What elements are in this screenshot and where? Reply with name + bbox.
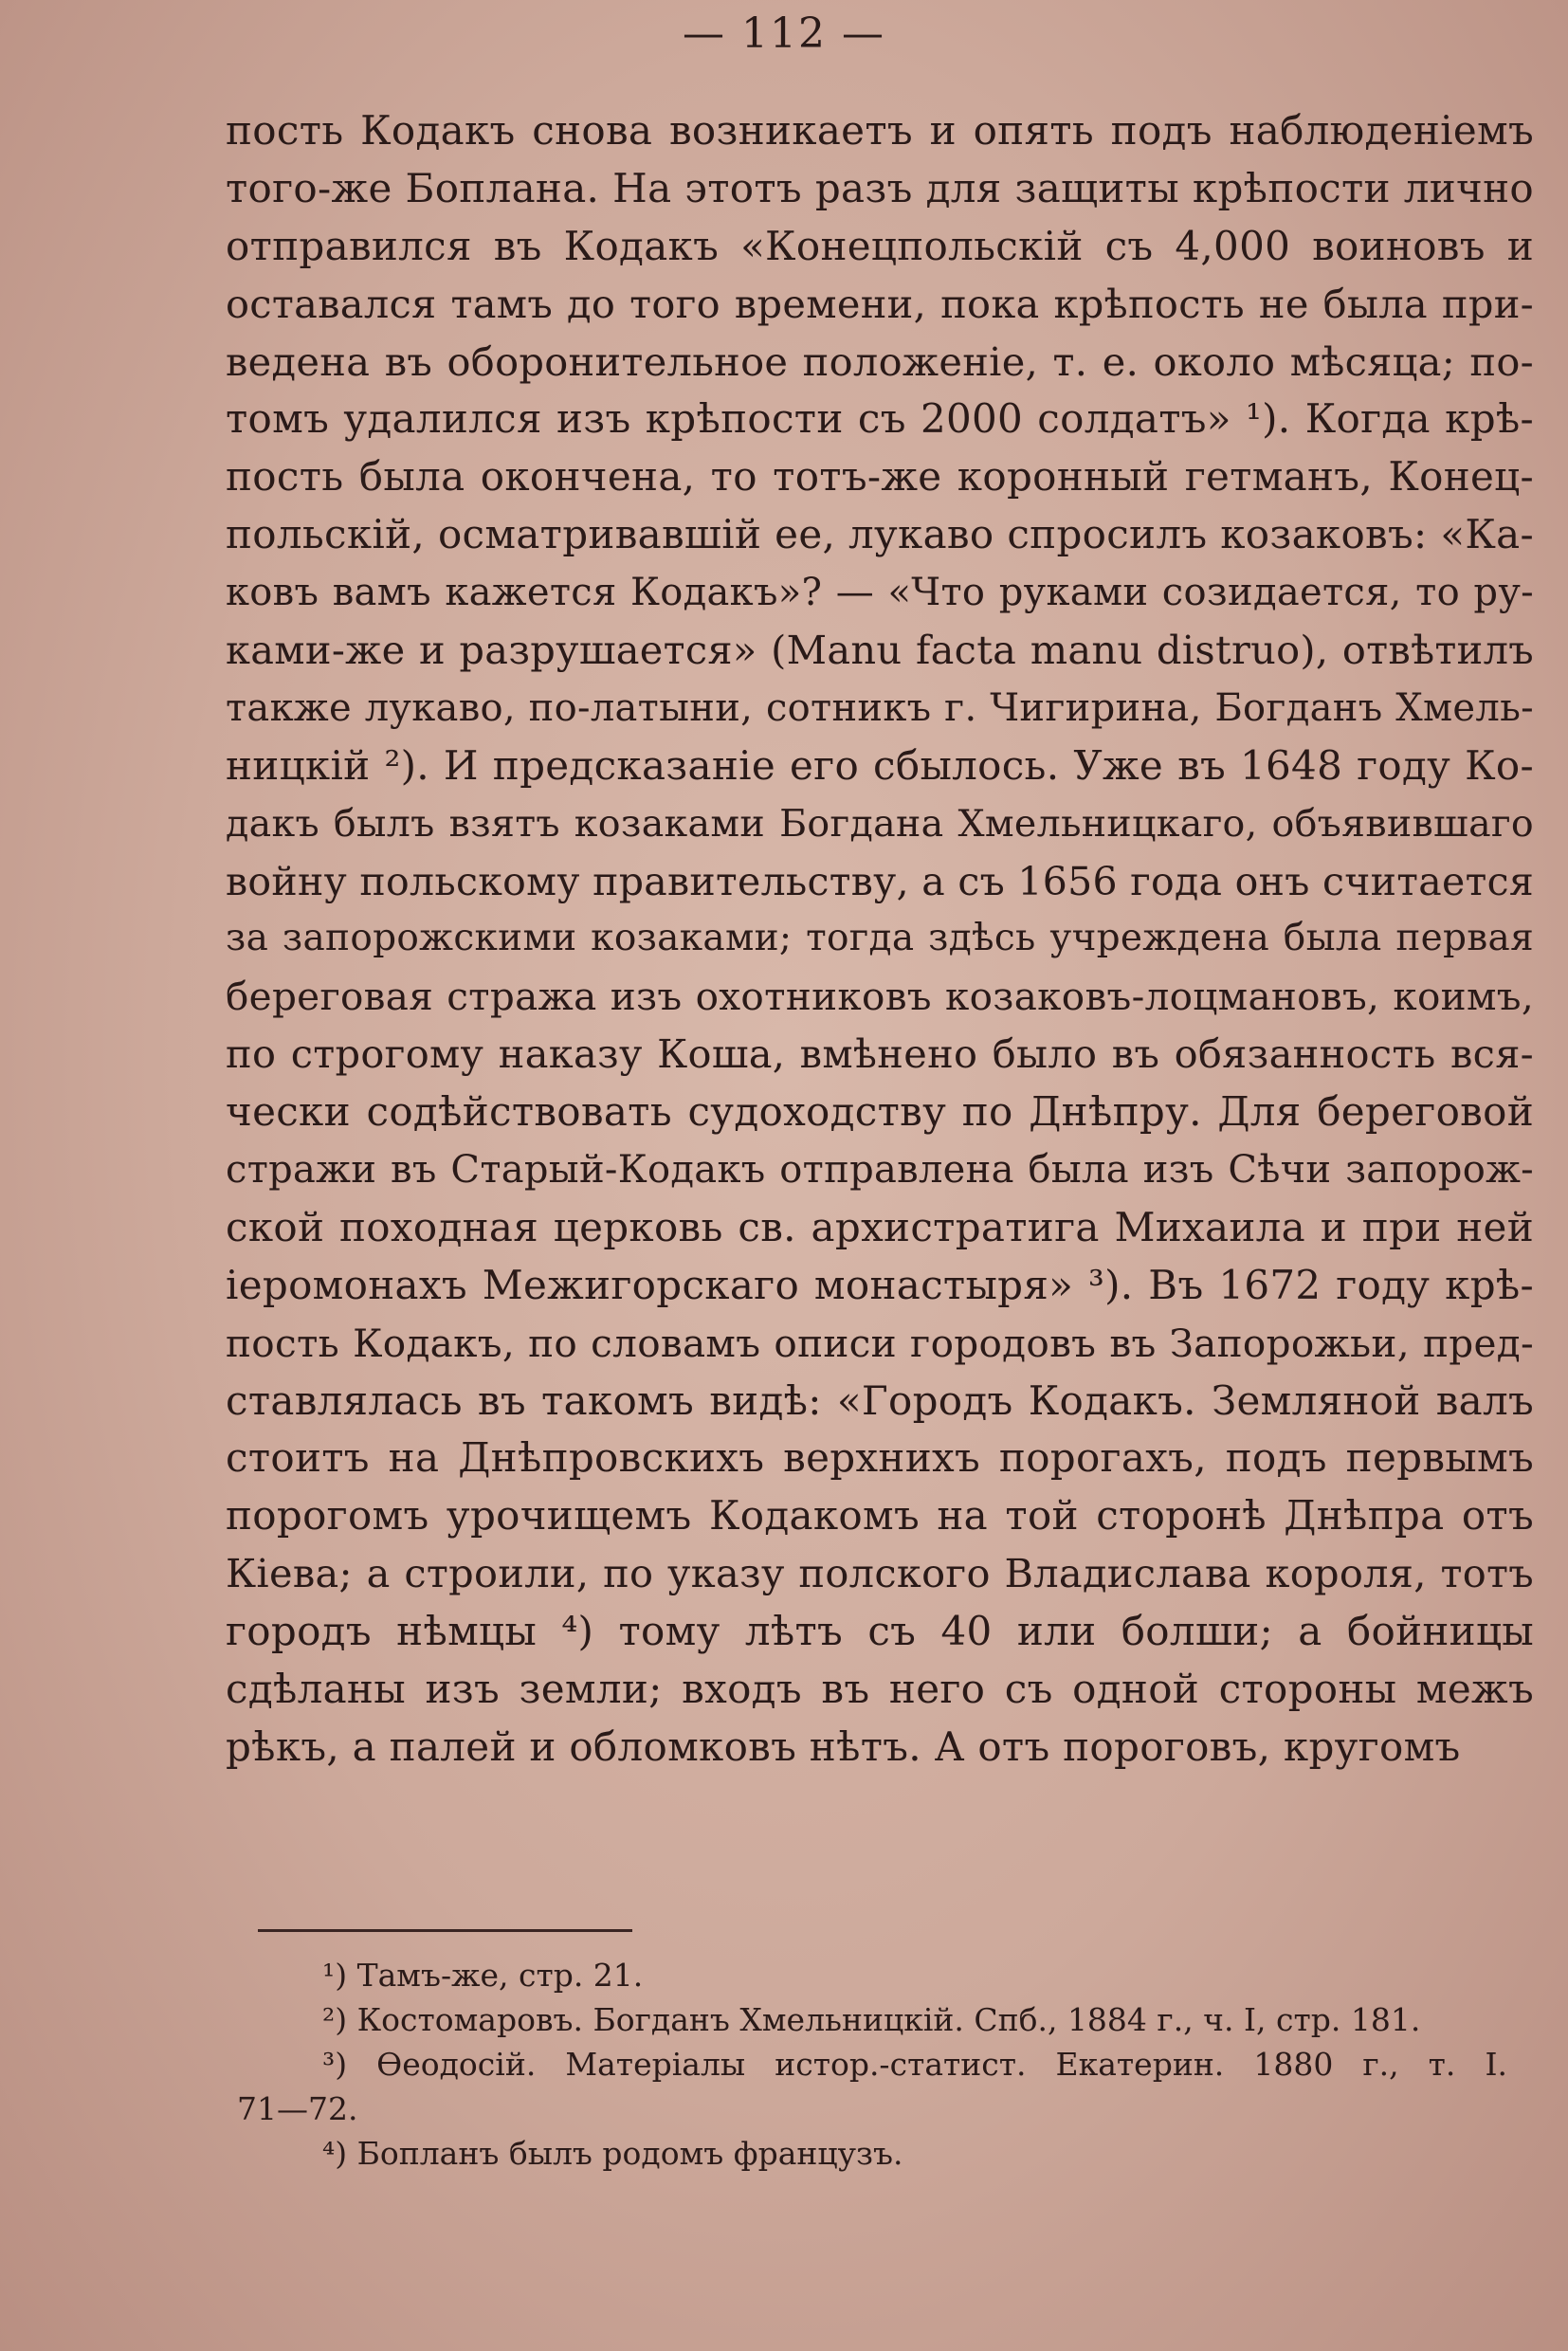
text-line: польскій, осматривавшій ее, лукаво спросилъ козаковъ: «Ка- — [226, 511, 1534, 558]
text-line: стоитъ на Днѣпровскихъ верхнихъ порогахъ, подъ первымъ — [226, 1434, 1534, 1482]
page-number: — 112 — — [683, 9, 885, 58]
text-line: ведена въ оборонительное положеніе, т. е. около мѣсяца; по- — [226, 337, 1534, 385]
text-line: чески содѣйствовать судоходству по Днѣпру. Для береговой — [226, 1088, 1534, 1136]
footnote-continuation: 71—72. — [237, 2090, 358, 2127]
footnotes — [237, 1953, 1507, 2176]
text-line: томъ удалился изъ крѣпости съ 2000 солдатъ» ¹). Когда крѣ- — [226, 395, 1534, 443]
text-line: сдѣланы изъ земли; входъ въ него съ одной стороны межъ — [226, 1666, 1534, 1713]
text-line: ской походная церковь св. архистратига Михаила и при ней — [226, 1203, 1534, 1250]
text-line: пость Кодакъ, по словамъ описи городовъ въ Запорожьи, пред- — [226, 1320, 1534, 1366]
body-text — [226, 102, 1534, 1777]
text-line: ницкій ²). И предсказаніе его сбылось. Уже въ 1648 году Ко- — [226, 741, 1534, 789]
footnote: ²) Костомаровъ. Богданъ Хмельницкій. Спб., 1884 г., ч. I, стр. 181. — [322, 2001, 1421, 2038]
footnote-divider — [258, 1929, 632, 1932]
text-line: за запорожскими козаками; тогда здѣсь учреждена была первая — [226, 917, 1534, 960]
text-line: ками-же и разрушается» (Manu facta manu distruo), отвѣтилъ — [226, 627, 1534, 674]
footnote: ¹) Тамъ-же, стр. 21. — [322, 1957, 644, 1994]
footnote: ³) Ѳеодосій. Матеріалы истор.-статист. Екатерин. 1880 г., т. I. — [322, 2046, 1507, 2083]
text-line: стражи въ Старый-Кодакъ отправлена была изъ Сѣчи запорож- — [226, 1148, 1534, 1193]
text-line: береговая стража изъ охотниковъ козаковъ-лоцмановъ, коимъ, — [226, 974, 1534, 1020]
text-line: также лукаво, по-латыни, сотникъ г. Чигирина, Богданъ Хмель- — [226, 685, 1534, 730]
text-line: дакъ былъ взятъ козаками Богдана Хмельницкаго, объявившаго — [226, 801, 1534, 846]
text-line: ставлялась въ такомъ видѣ: «Городъ Кодакъ. Земляной валъ — [226, 1376, 1534, 1424]
text-line: оставался тамъ до того времени, пока крѣпость не была при- — [226, 280, 1534, 327]
text-line: по строгому наказу Коша, вмѣнено было въ обязанность вся- — [226, 1030, 1534, 1078]
text-line: рѣкъ, а палей и обломковъ нѣтъ. А отъ пороговъ, кругомъ — [226, 1722, 1461, 1770]
text-line: іеромонахъ Межигорскаго монастыря» ³). Въ 1672 году крѣ- — [226, 1261, 1534, 1308]
footnote: ⁴) Бопланъ былъ родомъ французъ. — [322, 2135, 903, 2172]
text-line: пость Кодакъ снова возникаетъ и опять подъ наблюденіемъ — [226, 107, 1534, 154]
text-line: Кіева; а строили, по указу полского Владислава короля, тотъ — [226, 1550, 1534, 1597]
text-line: пость была окончена, то тотъ-же коронный гетманъ, Конец- — [226, 453, 1534, 501]
text-line: ковъ вамъ кажется Кодакъ»? — «Что руками созидается, то ру- — [226, 571, 1534, 615]
text-line: отправился въ Кодакъ «Конецпольскій съ 4,000 воиновъ и — [226, 222, 1534, 269]
text-line: того-же Боплана. На этотъ разъ для защиты крѣпости лично — [226, 164, 1534, 211]
text-line: городъ нѣмцы ⁴) тому лѣтъ съ 40 или болши; а бойницы — [226, 1608, 1534, 1655]
text-line: порогомъ урочищемъ Кодакомъ на той сторонѣ Днѣпра отъ — [226, 1492, 1534, 1540]
text-line: войну польскому правительству, а съ 1656 года онъ считается — [226, 858, 1534, 904]
